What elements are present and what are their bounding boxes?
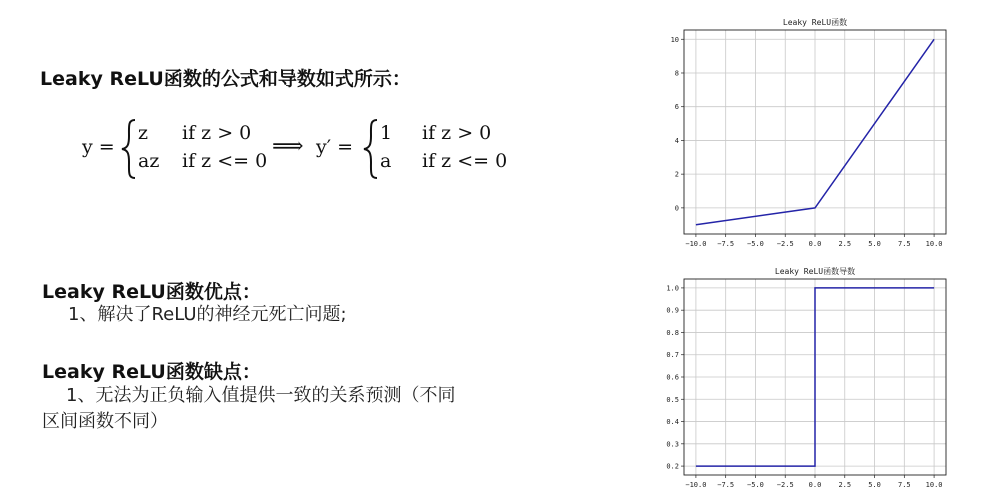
dcase2-condition: if z <= 0 (422, 150, 508, 172)
x-tick-label: 5.0 (868, 481, 881, 489)
y-tick-label: 0.4 (666, 418, 679, 427)
pros-heading: Leaky ReLU函数优点： (42, 281, 261, 303)
leaky-relu-chart (640, 14, 960, 246)
y-tick-label: 0.3 (666, 440, 679, 449)
x-tick-label: 7.5 (897, 481, 911, 489)
x-tick-label: 0.0 (808, 240, 822, 248)
leaky-relu-derivative-chart-svg (640, 265, 960, 489)
x-tick-label: −5.0 (747, 481, 764, 489)
y-tick-label: 1.0 (666, 284, 679, 293)
implies-arrow: ⟹ (272, 134, 304, 159)
x-tick-label: −2.5 (776, 481, 794, 489)
y-tick-label: 2 (674, 170, 679, 179)
y-tick-label: 0.9 (666, 306, 679, 315)
x-tick-label: −2.5 (776, 240, 794, 248)
left-brace-icon (120, 118, 138, 180)
dcase1-value: 1 (380, 122, 393, 144)
cons-item-line1: 1、无法为正负输入值提供一致的关系预测（不同 (66, 385, 456, 406)
y-tick-label: 4 (674, 136, 679, 145)
formula-heading: Leaky ReLU函数的公式和导数如式所示： (40, 68, 411, 90)
formula-lhs: y = (82, 136, 115, 158)
case1-condition: if z > 0 (182, 122, 252, 144)
x-tick-label: −10.0 (685, 240, 707, 248)
x-tick-label: 2.5 (838, 481, 852, 489)
dcase1-condition: if z > 0 (422, 122, 492, 144)
leaky-relu-derivative-chart (640, 265, 960, 489)
case2-value: az (138, 150, 160, 172)
y-tick-label: 10 (670, 35, 679, 44)
leaky-relu-formula (78, 112, 548, 184)
x-tick-label: −7.5 (717, 240, 735, 248)
x-tick-label: 2.5 (838, 240, 852, 248)
x-tick-label: 0.0 (808, 481, 822, 489)
y-tick-label: 0.5 (666, 395, 679, 404)
x-tick-label: 7.5 (897, 240, 911, 248)
y-tick-label: 0.8 (666, 328, 679, 337)
case1-value: z (138, 122, 149, 144)
y-tick-label: 0.7 (666, 351, 679, 360)
x-tick-label: −10.0 (685, 481, 707, 489)
x-tick-label: −7.5 (717, 481, 735, 489)
cons-item-line2: 区间函数不同） (42, 411, 168, 432)
dcase2-value: a (380, 150, 392, 172)
cons-heading: Leaky ReLU函数缺点： (42, 361, 261, 383)
x-tick-label: 5.0 (868, 240, 881, 248)
y-tick-label: 8 (674, 69, 679, 78)
chart-title: Leaky ReLU函数 (782, 18, 848, 27)
y-tick-label: 0 (674, 204, 679, 213)
chart-title: Leaky ReLU函数导数 (774, 267, 856, 276)
pros-item: 1、解决了ReLU的神经元死亡问题; (68, 304, 347, 325)
derivative-lhs: y′ = (316, 136, 354, 158)
x-tick-label: −5.0 (747, 240, 764, 248)
y-tick-label: 0.6 (666, 373, 679, 382)
case2-condition: if z <= 0 (182, 150, 268, 172)
y-tick-label: 6 (674, 103, 679, 112)
x-tick-label: 10.0 (925, 240, 943, 248)
y-tick-label: 0.2 (666, 462, 679, 471)
leaky-relu-chart-svg (640, 14, 960, 246)
x-tick-label: 10.0 (925, 481, 943, 489)
right-brace-icon (362, 118, 380, 180)
